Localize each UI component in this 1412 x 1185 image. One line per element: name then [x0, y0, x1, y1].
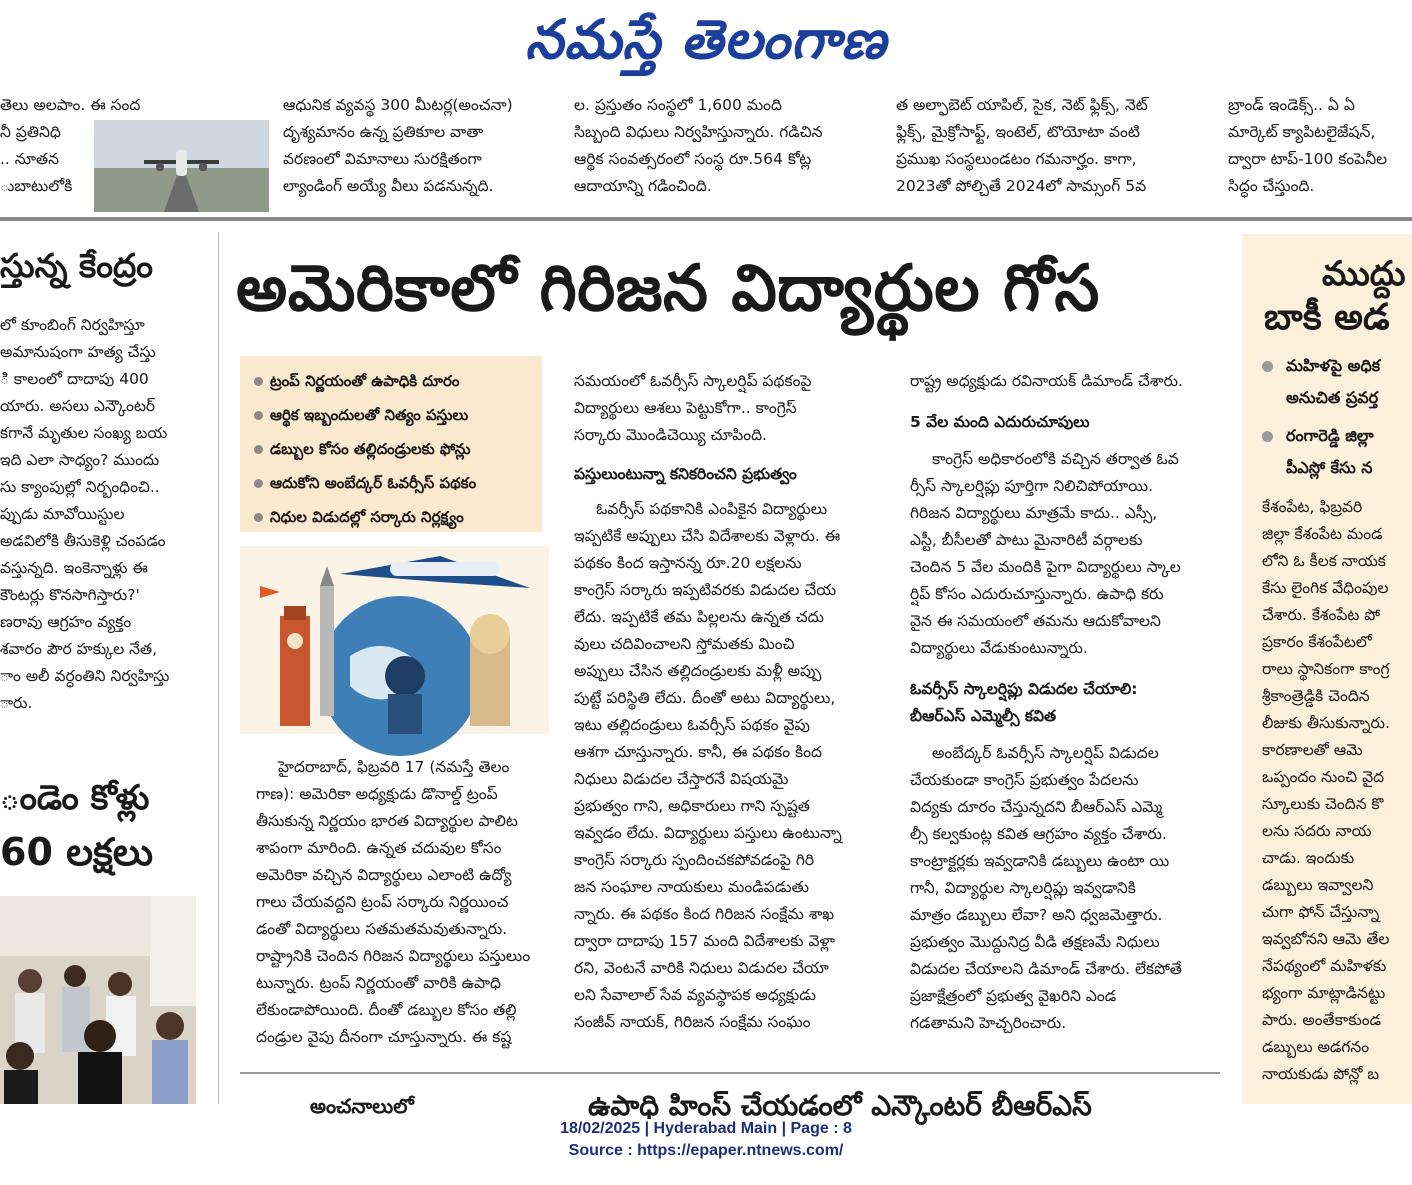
right-story-line: డబ్బులు ఇవ్వాలని: [1262, 876, 1374, 894]
airplane-photo: [94, 120, 269, 212]
right-story-bullet-text: పీఎస్లో కేసు న: [1286, 458, 1373, 477]
bottom-cut-headline-left: అంచనాలులో: [310, 1094, 414, 1118]
top-strip-line: బ్రాండ్ ఇండెక్స్.. ఏ ఏ: [1228, 96, 1355, 114]
main-story-line: ఓవర్సీస్ పథకానికి ఎంపికైన విద్యార్థులు: [596, 500, 828, 518]
left-story-line: కౌంటర్లు కొనసాగిస్తారు?': [0, 586, 140, 604]
highlight-item: [254, 364, 534, 398]
right-story-line: లీజుకు తీసుకున్నారు.: [1262, 714, 1390, 732]
left-story-line: కగానే మృతుల సంఖ్య బయ: [0, 424, 168, 442]
main-story-line: ప్రభుత్వం మొద్దునిద్ర వీడి తక్షణమే నిధులు: [910, 933, 1160, 951]
bullet-icon: [1262, 431, 1273, 442]
right-story-bullet-text: రంగారెడ్డి జిల్లా: [1286, 426, 1374, 445]
highlights-box: [240, 356, 542, 532]
top-strip-line: ఆధునిక వ్యవస్థ 300 మీటర్ల(అంచనా): [283, 96, 513, 114]
highlight-item: [254, 466, 534, 500]
right-story-line: చేశారు. కేశంపేట పో: [1262, 606, 1381, 624]
main-story-line: పుట్టే పరిస్థితి లేదు. దీంతో అటు విద్యార్థులు,: [574, 689, 836, 707]
top-strip-line: తెలు అలపాం. ఈ సంద: [0, 96, 141, 114]
main-story-line: ప్రభుత్వం గాని, అధికారులు గాని స్పష్టత: [574, 797, 810, 815]
main-story-line: అప్పులు చేసిన తల్లిదండ్రులకు మళ్లీ అప్పు: [574, 662, 822, 680]
main-story-line: హైదరాబాద్, ఫిబ్రవరి 17 (నమస్తే తెలం: [278, 758, 510, 776]
main-story-col-2: [574, 368, 884, 1060]
main-story-line: ర్సీస్ స్కాలర్షిప్లు పూర్తిగా నిలిచిపోయాయి.: [910, 477, 1154, 495]
right-story-line: కేశంపేట, ఫిబ్రవరి: [1262, 498, 1363, 516]
main-story-line: టున్నారు. ట్రంప్ నిర్ణయంతో వారికి ఉపాధి: [256, 974, 501, 992]
main-story-line: రని, వెంటనే వారికి నిధులు విడుదల చేయా: [574, 959, 829, 977]
top-strip-col-1: [0, 92, 141, 214]
main-story-line: దండ్రుల వైపు దీనంగా చూస్తున్నారు. ఈ కష్ట: [256, 1028, 512, 1046]
top-strip-line: మార్కెట్ క్యాపిటలైజేషన్,: [1228, 123, 1376, 141]
main-story-line: వులు చదివించాలని స్తోమతకు మించి: [574, 635, 795, 653]
right-story-line: నేపథ్యంలో మహిళకు: [1262, 957, 1387, 975]
right-story-line: పారు. అంతేకాకుండ: [1262, 1011, 1382, 1029]
masthead: [0, 0, 1412, 78]
main-story-line: రాష్ట్రానికి చెందిన గిరిజన విద్యార్థులు పస్తులుం: [256, 947, 531, 965]
subhead-5000-waiting: 5 వేల మంది ఎదురుచూపులు: [910, 413, 1090, 431]
bullet-icon: [1262, 361, 1273, 372]
left-story-line: యారు. అసలు ఎన్కౌంటర్: [0, 397, 156, 415]
main-story-line: చెందిన 5 వేల మందికి పైగా విద్యార్థులు స్కాల: [910, 558, 1181, 576]
right-story-panel: [1242, 234, 1412, 1104]
study-abroad-illustration: [240, 546, 549, 734]
main-story-line: కాంగ్రెస్ సర్కారు ఇప్పటివరకు విడుదల చేయ: [574, 581, 837, 599]
top-strip-line: దృశ్యమానం ఉన్న ప్రతికూల వాతా: [283, 123, 484, 141]
main-story-col-3: [910, 368, 1218, 1060]
left-story-body: [0, 312, 196, 732]
top-strip-line: వరణంలో విమానాలు సురక్షితంగా: [283, 150, 482, 168]
main-story-line: ఎస్టీ, బీసీలతో పాటు మైనారిటీ వర్గాలకు: [910, 531, 1143, 549]
highlight-text: ఆదుకోని అంబేద్కర్ ఓవర్సీస్ పథకం: [270, 474, 477, 492]
top-strip-line: ప్రముఖ సంస్థలుండటం గమనార్హం. కాగా,: [896, 150, 1137, 168]
right-story-bullet-text: అనుచిత ప్రవర్త: [1286, 388, 1379, 407]
main-story-line: డంతో విద్యార్థులు సతమతమవుతున్నారు.: [256, 920, 508, 938]
main-story-line: చేయకుండా కాంగ్రెస్ ప్రభుత్వం పేదలను: [910, 771, 1139, 789]
main-story-line: ప్రజాక్షేత్రంలో ప్రభుత్వ వైఖరిని ఎండ: [910, 987, 1117, 1005]
subhead-hunger: పస్తులుంటున్నా కనికరించని ప్రభుత్వం: [574, 465, 797, 483]
top-strip-line: త అల్ఫాబెట్ యాపిల్, సైక, నెట్ ఫ్లిక్స్, నెట్: [896, 96, 1148, 114]
main-story-line: గాలు చేయవద్దని ట్రంప్ సర్కారు నిర్ణయించ: [256, 893, 509, 911]
left-story-line: ి కాలంలో దాదాపు 400: [0, 370, 149, 388]
main-story-line: మాత్రం డబ్బులు లేవా? అని ధ్వజమెత్తారు.: [910, 906, 1163, 924]
top-strip-line: ఆదాయాన్ని గడించింది.: [574, 177, 712, 195]
right-story-line: చుగా ఫోన్ చేస్తున్నా: [1262, 903, 1380, 921]
right-story-line: స్కూలుకు చెందిన కొ: [1262, 795, 1384, 813]
highlight-text: డబ్బుల కోసం తల్లిదండ్రులకు ఫోన్లు: [270, 440, 471, 458]
right-story-line: రాలు స్థానికంగా కాంగ్ర: [1262, 660, 1390, 678]
main-story-line: ఆశగా చూస్తున్నారు. కానీ, ఈ పథకం కింద: [574, 743, 822, 761]
main-story-line: ఇటు తల్లిదండ్రులు ఓవర్సీస్ పథకం వైపు: [574, 716, 810, 734]
main-story-line: రాష్ట్ర అధ్యక్షుడు రవినాయక్ డిమాండ్ చేశారు.: [910, 372, 1183, 390]
top-strip-line: ల. ప్రస్తుతం సంస్థలో 1,600 మంది: [574, 96, 782, 114]
top-strip-col-2: [283, 92, 533, 214]
main-story-line: అమెరికా వచ్చిన విద్యార్థులు ఎలాంటి ఉద్యో: [256, 866, 512, 884]
bullet-icon: [254, 411, 263, 420]
top-strip-col-3: [574, 92, 868, 214]
main-story-line: కాంట్రాక్టర్లకు ఇవ్వడానికి డబ్బులు ఉంటా యి: [910, 852, 1170, 870]
top-strip-line: ుబాటులోకి: [0, 177, 73, 195]
main-story-col-1: [256, 754, 547, 1060]
left-story2-headline-2: 60 లక్షలు: [0, 830, 153, 874]
main-story-line: ర్షిప్ కోసం ఎదురుచూస్తున్నారు. ఉపాధి కరు: [910, 585, 1164, 603]
main-story-line: సంజీవ్ నాయక్, గిరిజన సంక్షేమ సంఘం: [574, 1013, 811, 1031]
left-story-line: ారు.: [0, 694, 33, 712]
top-strip-line: 2023తో పోల్చితే 2024లో సామ్సంగ్ 5వ: [896, 177, 1147, 195]
top-strip-line: ద్వారా టాప్-100 కంపెనీల: [1228, 150, 1388, 168]
main-story-line: గడతామని హెచ్చరించారు.: [910, 1014, 1067, 1032]
left-story-line: వస్తున్నది. ఇంకెన్నాళ్లు ఈ: [0, 559, 148, 577]
main-story-line: ద్వారా దాదాపు 157 మంది విదేశాలకు వెళ్లా: [574, 932, 835, 950]
left-story-line: అడవిలోకి తీసుకెళ్లి చంపడం: [0, 532, 166, 550]
top-strip-line: ల్యాండింగ్ అయ్యే వీలు పడనున్నది.: [283, 177, 494, 195]
top-strip-line: .. నూతన: [0, 150, 59, 168]
right-story-headline-1: ముద్దు: [1322, 254, 1406, 294]
main-story-line: గానీ, విద్యార్థుల స్కాలర్షిప్లు ఇవ్వడానికి: [910, 879, 1136, 897]
top-strip-line: ఫ్లిక్స్, మైక్రోసాఫ్ట్, ఇంటెల్, టొయోటా వంటి: [896, 123, 1140, 141]
highlight-item: [254, 500, 534, 534]
subhead-scholarship-line: బీఆర్ఎస్ ఎమ్మెల్సీ కవిత: [910, 707, 1057, 725]
main-story-line: విద్యార్థులు ఆశలు పెట్టుకోగా.. కాంగ్రెస్: [574, 399, 797, 417]
right-story-bullet: [1242, 350, 1412, 414]
highlight-item: [254, 398, 534, 432]
main-story-line: కాంగ్రెస్ అధికారంలోకి వచ్చిన తర్వాత ఓవ: [932, 450, 1179, 468]
highlight-text: ట్రంప్ నిర్ణయంతో ఉపాధికి దూరం: [270, 372, 460, 390]
main-story-line: గిరిజన విద్యార్థులు మాత్రమే కాదు.. ఎస్సీ,: [910, 504, 1158, 522]
main-story-line: తీసుకున్న నిర్ణయం భారత విద్యార్థుల పాలిట: [256, 812, 518, 830]
left-story-line: ప్పుడు మావోయిస్టుల: [0, 505, 125, 523]
bullet-icon: [254, 479, 263, 488]
main-story-line: అంబేద్కర్ ఓవర్సీస్ స్కాలర్షిప్ విడుదల: [932, 744, 1159, 762]
right-story-line: లను సదరు నాయ: [1262, 822, 1372, 840]
main-story-line: వైన ఈ సమయంలో తమను ఆదుకోవాలని: [910, 612, 1161, 630]
highlight-text: ఆర్థిక ఇబ్బందులతో నిత్యం పస్తులు: [270, 406, 469, 424]
bullet-icon: [254, 445, 263, 454]
left-story-headline: స్తున్న కేంద్రం: [0, 246, 154, 285]
bottom-divider: [240, 1072, 1220, 1074]
main-story-line: శాపంగా మారింది. ఉన్నత చదువుల కోసం: [256, 839, 502, 857]
section-divider: [0, 217, 1412, 221]
left-story-line: శవారం పౌర హక్కుల నేత,: [0, 640, 158, 658]
right-story-line: కేసు లైంగిక వేధింపుల: [1262, 579, 1389, 597]
right-story-line: జిల్లా కేశంపేట మండ: [1262, 525, 1383, 543]
main-story-line: లని సేవాలాల్ సేవ వ్యవస్థాపక అధ్యక్షుడు: [574, 986, 817, 1004]
top-strip-col-5: [1228, 92, 1412, 214]
right-story-line: నాయకుడు పోన్లో బ: [1262, 1065, 1379, 1083]
bullet-icon: [254, 377, 263, 386]
highlight-item: [254, 432, 534, 466]
footer-source: Source : https://epaper.ntnews.com/: [568, 1142, 844, 1159]
main-story-line: సర్కారు మొండిచెయ్యి చూపింది.: [574, 426, 767, 444]
right-story-headline-2: బాకీ అడ: [1264, 297, 1390, 338]
right-story-line: శ్రీకాంత్రెడ్డికి చెందిన: [1262, 687, 1370, 705]
main-story-line: జన సంఘాల నాయకులు మండిపడుతు: [574, 878, 809, 896]
main-story-line: ఇప్పటికే అప్పులు చేసి విదేశాలకు వెళ్లారు. ఈ: [574, 527, 841, 545]
main-story-line: గాణ): అమెరికా అధ్యక్షుడు డొనాల్డ్ ట్రంప్: [256, 785, 498, 803]
bullet-icon: [254, 513, 263, 522]
main-story-line: ఇవ్వడం లేదు. విద్యార్థులు పస్తులు ఉంటున్నా: [574, 824, 842, 842]
main-story-line: న్నారు. ఈ పథకం కింద గిరిజన సంక్షేమ శాఖ: [574, 905, 835, 923]
main-story-line: విద్యకు దూరం చేస్తున్నదని బీఆర్ఎస్ ఎమ్మె: [910, 798, 1163, 816]
left-story-line: అమానుషంగా హత్య చేస్తు: [0, 343, 156, 361]
main-story-line: లేకుండాపోయింది. దీంతో డబ్బుల కోసం తల్లి: [256, 1001, 517, 1019]
main-story-line: విడుదల చేయాలని డిమాండ్ చేశారు. లేకపోతే: [910, 960, 1182, 978]
right-story-line: ప్రకారం కేశంపేటలో: [1262, 633, 1372, 651]
right-story-bullet-text: మహిళపై అధిక: [1286, 356, 1381, 375]
right-story-line: లోని ఓ కీలక నాయక: [1262, 552, 1386, 570]
footer: [0, 1118, 1412, 1162]
main-story-line: కాంగ్రెస్ సర్కారు స్పందించకపోవడంపై గిరి: [574, 851, 815, 869]
top-strip-line: నీ ప్రతినిధి: [0, 123, 61, 141]
right-story-line: ఇవ్వబోనని ఆమె తేల: [1262, 930, 1390, 948]
main-headline: అమెరికాలో గిరిజన విద్యార్థుల గోస: [236, 252, 1100, 326]
top-strip-line: ఆర్థిక సంవత్సరంలో సంస్థ రూ.564 కోట్ల: [574, 150, 812, 168]
highlight-text: నిధుల విడుదల్లో సర్కారు నిర్లక్ష్యం: [270, 508, 464, 526]
left-story-line: లో కూంబింగ్ నిర్వహిస్తూ: [0, 316, 145, 334]
bottom-cut-headline-main: ఉపాధి హింస్ చేయడంలో ఎన్కౌంటర్ బీఆర్ఎస్: [588, 1089, 1092, 1122]
right-story-line: కారణాలతో ఆమె: [1262, 741, 1363, 759]
left-story-line: ాం అలీ వర్ధంతిని నిర్వహిస్తు: [0, 667, 170, 685]
right-story-line: డబ్బులు అడగనం: [1262, 1038, 1370, 1056]
column-rule: [218, 232, 219, 1104]
left-story-line: ఇది ఎలా సాధ్యం? ముందు: [0, 451, 160, 469]
left-story-line: సు క్యాంపుల్లో నిర్బంధించి..: [0, 478, 160, 496]
left-story2-headline-1: ండెం కోళ్లు: [0, 778, 150, 818]
main-story-line: లేదు. ఇప్పటికే తమ పిల్లలను ఉన్నత చదు: [574, 608, 824, 626]
top-strip-col-4: [896, 92, 1208, 214]
right-story-bullet: [1242, 420, 1412, 484]
court-crowd-photo: [0, 896, 196, 1104]
right-story-line: భ్యంగా మాట్లాడినట్టు: [1262, 984, 1386, 1002]
top-strip-line: సిబ్బంది విధులు నిర్వహిస్తున్నారు. గడిచిన: [574, 123, 823, 141]
newspaper-title: నమస్తే తెలంగాణ: [525, 7, 887, 71]
top-strip-line: సిద్ధం చేస్తుంది.: [1228, 177, 1315, 195]
main-story-line: సమయంలో ఓవర్సీస్ స్కాలర్షిప్ పథకంపై: [574, 372, 812, 390]
footer-date-edition: 18/02/2025 | Hyderabad Main | Page : 8: [560, 1120, 852, 1137]
main-story-line: ల్సీ కల్వకుంట్ల కవిత ఆగ్రహం వ్యక్తం చేశారు.: [910, 825, 1167, 843]
right-story-line: ఒప్పందం నుంచి వైద: [1262, 768, 1385, 786]
main-story-line: నిధులు విడుదల చేస్తారనే విషయమై: [574, 770, 789, 788]
left-story-line: ణరావు ఆగ్రహం వ్యక్తం: [0, 613, 132, 631]
subhead-scholarship-line: ఓవర్సీస్ స్కాలర్షిప్లు విడుదల చేయాలి:: [910, 680, 1138, 698]
main-story-line: పథకం కింద ఇస్తానన్న రూ.20 లక్షలను: [574, 554, 802, 572]
right-story-line: చాడు. ఇందుకు: [1262, 849, 1355, 867]
main-story-line: విద్యార్థులు వేడుకుంటున్నారు.: [910, 639, 1088, 657]
